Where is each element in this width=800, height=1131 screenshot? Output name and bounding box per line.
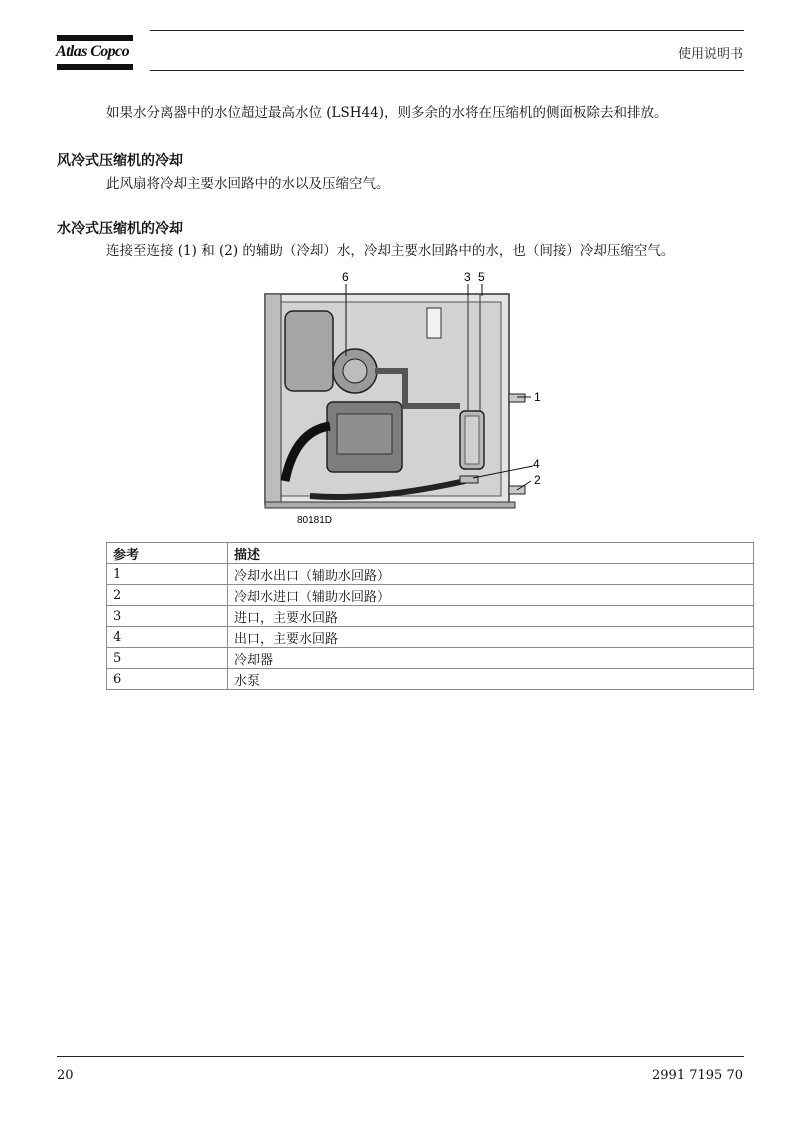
table-row — [107, 627, 754, 648]
callout-1: 1 — [534, 390, 541, 404]
callout-2: 2 — [534, 473, 541, 487]
callout-4: 4 — [533, 457, 540, 471]
row-description: 冷却水出口（辅助水回路） — [228, 564, 754, 585]
table-row — [107, 585, 754, 606]
table-row — [107, 606, 754, 627]
row-reference: 5 — [107, 648, 228, 669]
base-rail — [265, 502, 515, 508]
callout-5: 5 — [478, 270, 485, 284]
row-reference: 3 — [107, 606, 228, 627]
row-description: 出口，主要水回路 — [228, 627, 754, 648]
row-description: 冷却水进口（辅助水回路） — [228, 585, 754, 606]
row-reference: 4 — [107, 627, 228, 648]
connection-1-outlet — [509, 394, 525, 402]
table-row — [107, 564, 754, 585]
water-cooled-text: 连接至连接 (1) 和 (2) 的辅助（冷却）水，冷却主要水回路中的水，也（间接）冷却压缩空气。 — [106, 243, 675, 259]
compressor-cooling-diagram — [255, 266, 555, 528]
logo-bar-top — [57, 35, 133, 41]
logo-bar-bottom — [57, 64, 133, 70]
sight-window — [427, 308, 441, 338]
row-reference: 6 — [107, 669, 228, 690]
row-description: 进口，主要水回路 — [228, 606, 754, 627]
document-title: 使用说明书 — [677, 47, 743, 62]
upper-assembly — [285, 311, 333, 391]
heading-water-cooled: 水冷式压缩机的冷却 — [57, 221, 183, 237]
document-number: 2991 7195 70 — [652, 1068, 743, 1083]
footer-rule — [57, 1056, 744, 1057]
row-description: 冷却器 — [228, 648, 754, 669]
table-header-row — [107, 543, 754, 564]
header-description: 描述 — [228, 543, 754, 564]
row-reference: 2 — [107, 585, 228, 606]
heading-air-cooled: 风冷式压缩机的冷却 — [57, 153, 183, 169]
row-reference: 1 — [107, 564, 228, 585]
callout-3: 3 — [464, 270, 471, 284]
table-row — [107, 669, 754, 690]
page-number: 20 — [57, 1068, 74, 1083]
table-row — [107, 648, 754, 669]
callout-6: 6 — [342, 270, 349, 284]
header-rule-top — [150, 30, 744, 31]
reference-table — [106, 542, 754, 690]
air-cooled-text: 此风扇将冷却主要水回路中的水以及压缩空气。 — [106, 176, 390, 192]
row-description: 水泵 — [228, 669, 754, 690]
header-rule-bottom — [150, 70, 744, 71]
header-reference: 参考 — [107, 543, 228, 564]
intro-paragraph: 如果水分离器中的水位超过最高水位 (LSH44)，则多余的水将在压缩机的侧面板除去和排放。 — [106, 105, 668, 121]
left-panel — [265, 294, 281, 504]
atlas-copco-logo: Atlas Copco — [56, 43, 129, 60]
image-code: 80181D — [297, 515, 333, 526]
